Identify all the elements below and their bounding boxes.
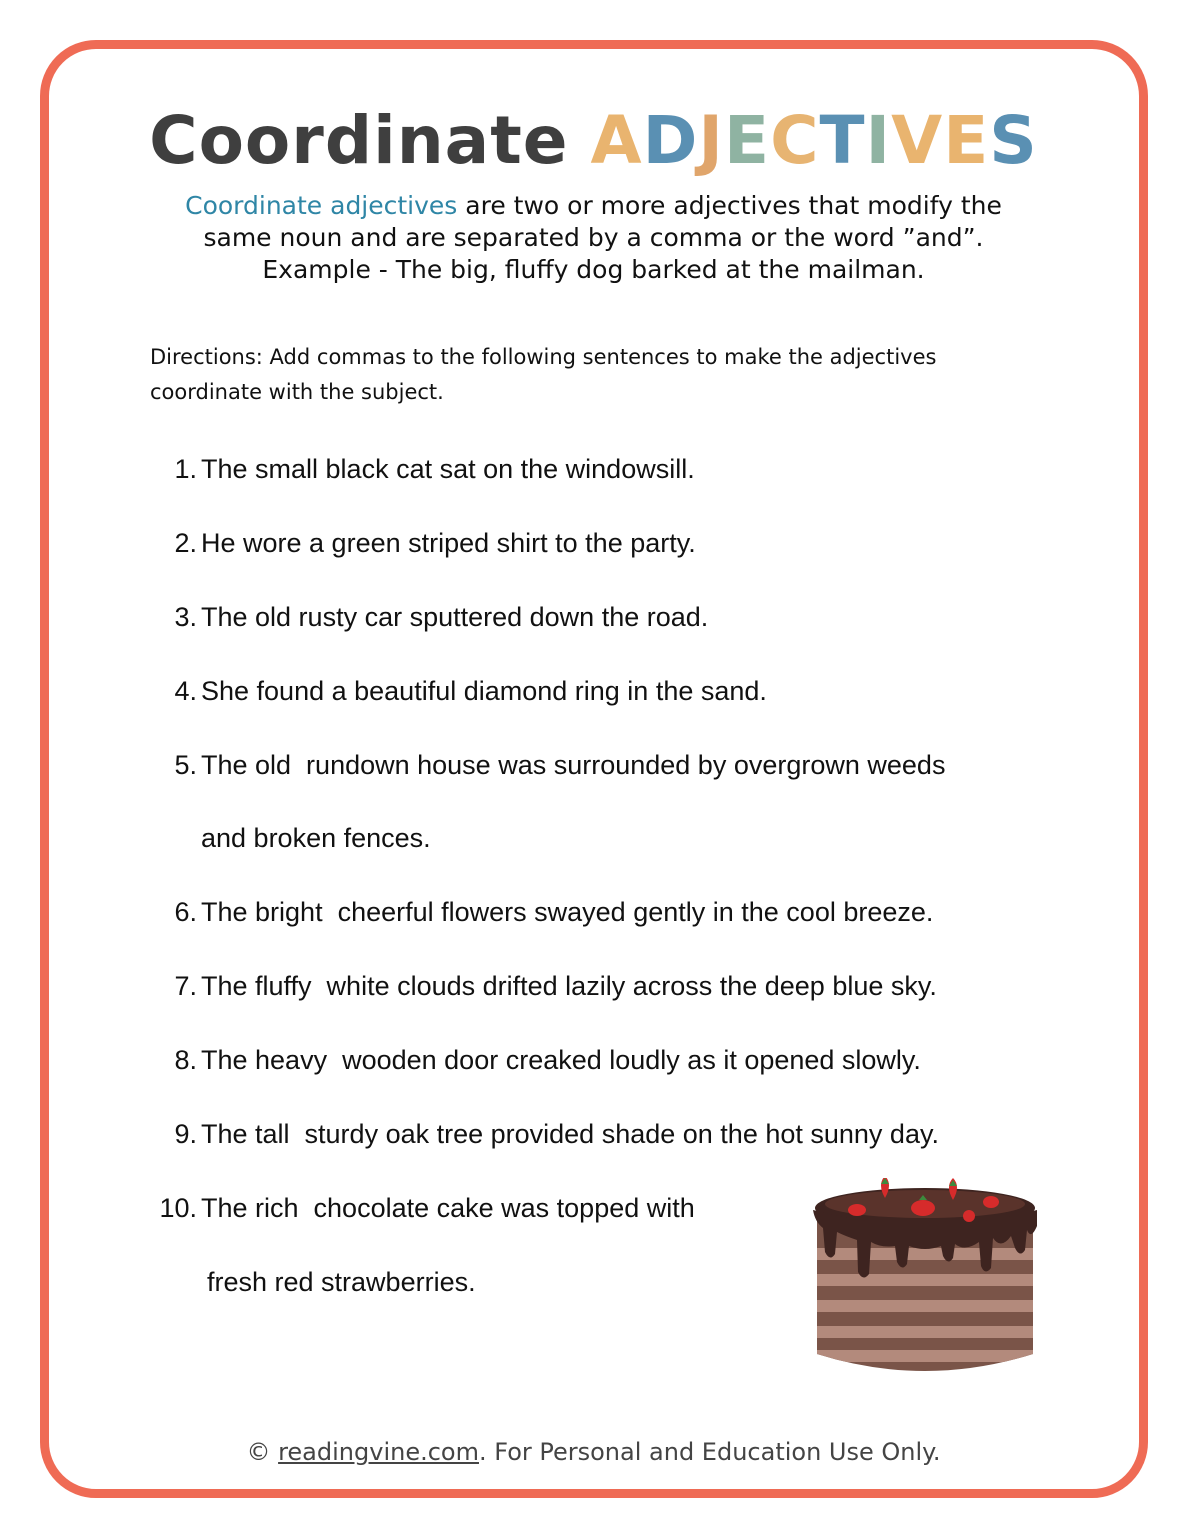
question-item xyxy=(159,1191,695,1225)
definition-block xyxy=(0,190,1187,286)
question-continuation: and broken fences. xyxy=(201,823,431,853)
title-accent-letter: J xyxy=(698,102,724,179)
title-accent-letter: D xyxy=(642,102,699,179)
title-accent xyxy=(591,102,1038,179)
definition-example: Example - The big, fluffy dog barked at the mailman. xyxy=(262,255,925,284)
question-item xyxy=(174,674,767,708)
title-main: Coordinate xyxy=(149,102,569,179)
question-number: 6. xyxy=(174,897,197,927)
question-text: The small black cat sat on the windowsill. xyxy=(201,454,695,484)
chocolate-cake-icon xyxy=(805,1178,1045,1378)
site-link[interactable]: readingvine.com xyxy=(278,1438,479,1466)
question-item xyxy=(174,452,695,486)
question-text: She found a beautiful diamond ring in the sand. xyxy=(201,676,767,706)
question-text: He wore a green striped shirt to the party. xyxy=(201,528,696,558)
question-number: 3. xyxy=(174,602,197,632)
question-number: 4. xyxy=(174,676,197,706)
footer-text: . For Personal and Education Use Only. xyxy=(478,1438,941,1466)
directions-line-1: Directions: Add commas to the following sentences to make the adjectives xyxy=(150,345,937,369)
page-title xyxy=(0,102,1187,179)
question-item xyxy=(174,748,946,782)
question-number: 1. xyxy=(174,454,197,484)
directions-line-2: coordinate with the subject. xyxy=(150,380,444,404)
definition-rest: are two or more adjectives that modify the xyxy=(457,191,1002,220)
title-accent-letter: V xyxy=(891,102,944,179)
title-accent-letter: E xyxy=(943,102,990,179)
question-item xyxy=(174,1043,921,1077)
question-item xyxy=(174,895,934,929)
title-accent-letter: T xyxy=(819,102,866,179)
definition-highlight: Coordinate adjectives xyxy=(185,191,458,220)
footer xyxy=(0,1438,1187,1466)
question-continuation: fresh red strawberries. xyxy=(207,1267,476,1297)
question-number: 10. xyxy=(159,1193,197,1223)
question-text: The fluffy white clouds drifted lazily across the deep blue sky. xyxy=(201,971,937,1001)
question-text: The old rusty car sputtered down the road. xyxy=(201,602,709,632)
definition-line-1 xyxy=(0,190,1187,222)
question-number: 8. xyxy=(174,1045,197,1075)
question-text: The old rundown house was surrounded by overgrown weeds xyxy=(201,750,946,780)
question-text: The heavy wooden door creaked loudly as it opened slowly. xyxy=(201,1045,921,1075)
question-number: 7. xyxy=(174,971,197,1001)
definition-line-2: same noun and are separated by a comma or the word ”and”. xyxy=(203,223,984,252)
title-accent-letter: I xyxy=(865,102,892,179)
question-item xyxy=(174,1117,939,1151)
question-text: The bright cheerful flowers swayed gently in the cool breeze. xyxy=(201,897,934,927)
copyright-symbol: © xyxy=(246,1438,279,1466)
question-number: 9. xyxy=(174,1119,197,1149)
question-number: 2. xyxy=(174,528,197,558)
question-text: The tall sturdy oak tree provided shade on the hot sunny day. xyxy=(201,1119,939,1149)
directions xyxy=(150,340,1050,410)
title-accent-letter: S xyxy=(989,102,1038,179)
question-text: The rich chocolate cake was topped with xyxy=(201,1193,695,1223)
question-item xyxy=(174,600,709,634)
question-number: 5. xyxy=(174,750,197,780)
title-accent-letter: A xyxy=(590,102,643,179)
title-accent-letter: C xyxy=(770,102,820,179)
question-item xyxy=(174,526,696,560)
title-accent-letter: E xyxy=(723,102,771,179)
question-item xyxy=(174,969,937,1003)
